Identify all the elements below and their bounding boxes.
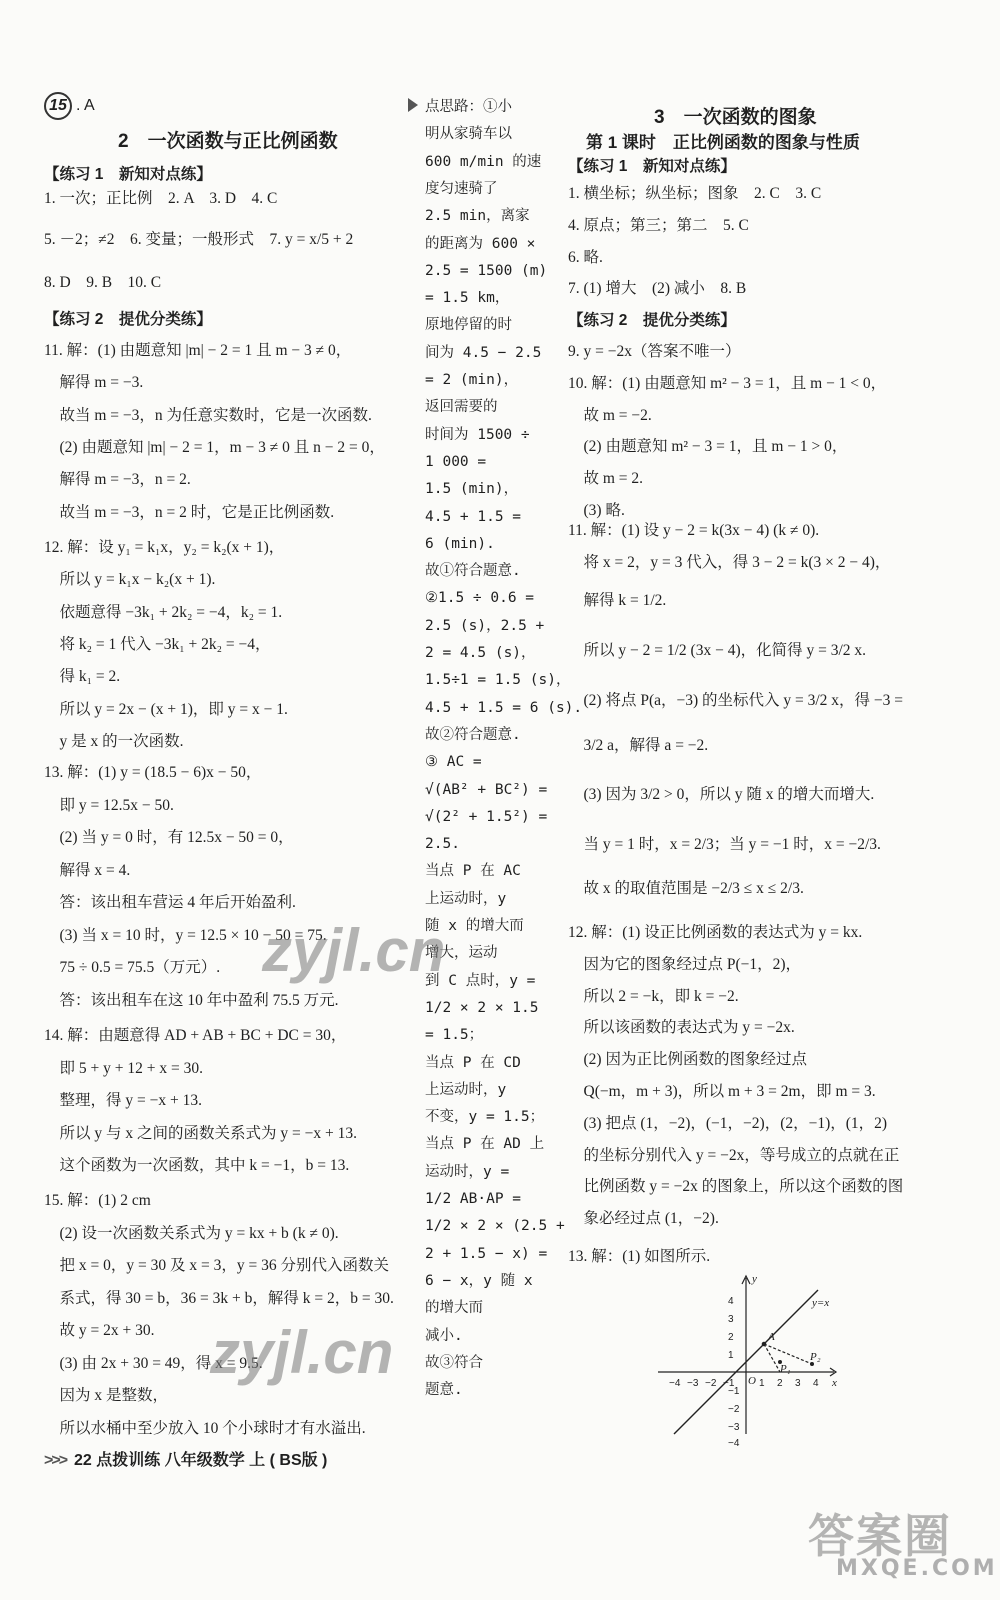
origin-label: O <box>748 1375 756 1387</box>
text-line: (3) 因为 3/2 > 0，所以 y 随 x 的增大而增大. <box>568 786 875 803</box>
text-line: Q(−m，m + 3)，所以 m + 3 = 2m，即 m = 3. <box>568 1083 876 1100</box>
dashed-segment <box>764 1344 812 1364</box>
text-line: 6 (min). <box>425 535 495 552</box>
text-line: 不变，y = 1.5； <box>425 1109 545 1126</box>
text-line: 4. 原点；第三；第二 5. C <box>568 217 749 234</box>
text-line: √(AB² + BC²) = <box>425 781 548 798</box>
text-line: 度匀速骑了 <box>425 180 498 197</box>
x-tick-label: 4 <box>813 1378 819 1389</box>
text-line: 1.5 (min)， <box>425 481 519 498</box>
text-line: 依题意得 −3k₁ + 2k₂ = −4，k₂ = 1. <box>44 603 283 621</box>
text-line: (2) 由题意知 m² − 3 = 1，且 m − 1 > 0， <box>568 438 848 456</box>
section-title: 2 一次函数与正比例函数 <box>118 131 338 152</box>
text-line: 4.5 + 1.5 = 6 (s). <box>425 699 583 716</box>
text-line: 将 x = 2，y = 3 代入，得 3 − 2 = k(3 × 2 − 4)， <box>568 554 891 571</box>
practice-heading-2: 【练习 2 提优分类练】 <box>568 312 736 329</box>
text-line: 2 = 4.5 (s)， <box>425 645 536 661</box>
y-tick-label: −1 <box>728 1386 740 1397</box>
text-line: 1. 一次；正比例 2. A 3. D 4. C <box>44 190 278 207</box>
text-line: 15. 解：(1) 2 cm <box>44 1192 151 1209</box>
text-line: 系式，得 30 = b，36 = 3k + b，解得 k = 2，b = 30. <box>44 1289 394 1307</box>
logo-text: 答案圈 <box>808 1509 952 1563</box>
y-axis-label: y <box>752 1273 757 1285</box>
text-line: 解得 k = 1/2. <box>568 592 667 609</box>
dashed-segment <box>764 1344 780 1372</box>
text-line: 的距离为 600 × <box>425 235 536 252</box>
text-line: 1. 横坐标；纵坐标；图象 2. C 3. C <box>568 185 822 202</box>
text-line: 11. 解：(1) 由题意知 |m| − 2 = 1 且 m − 3 ≠ 0， <box>44 342 352 359</box>
answer-text: . A <box>76 97 95 114</box>
text-line: 象必经过点 (1，−2). <box>568 1210 719 1228</box>
text-line: 到 C 点时，y = <box>425 972 536 989</box>
text-line: (3) 由 2x + 30 = 49，得 x = 9.5. <box>44 1354 263 1372</box>
text-line: 的坐标分别代入 y = −2x，等号成立的点就在正 <box>568 1146 900 1164</box>
text-line: 即 y = 12.5x − 50. <box>44 796 174 814</box>
text-line: (3) 把点 (1，−2)，(−1，−2)，(2，−1)，(1，2) <box>568 1114 888 1132</box>
text-line: 点思路：①小 <box>425 99 512 115</box>
text-line: 故 m = −2. <box>568 406 652 424</box>
y-tick-label: −2 <box>728 1404 740 1415</box>
text-line: 运动时，y = <box>425 1163 510 1180</box>
text-line: (2) 因为正比例函数的图象经过点 <box>568 1051 807 1069</box>
text-line: (2) 设一次函数关系式为 y = kx + b (k ≠ 0). <box>44 1224 339 1242</box>
text-line: 所以该函数的表达式为 y = −2x. <box>568 1019 795 1037</box>
text-line: 题意. <box>425 1382 463 1399</box>
chevron-icon: >>> <box>44 1452 67 1469</box>
text-line: 明从家骑车以 <box>425 126 512 143</box>
text-line: (3) 当 x = 10 时，y = 12.5 × 10 − 50 = 75. <box>44 926 327 944</box>
text-line: 7. (1) 增大 (2) 减小 8. B <box>568 280 747 297</box>
text-line: 得 k₁ = 2. <box>44 668 121 686</box>
x-tick-label: −3 <box>687 1378 699 1389</box>
site-logo <box>800 1500 998 1590</box>
text-line: 13. 解：(1) y = (18.5 − 6)x − 50， <box>44 764 262 781</box>
text-line: 所以 y − 2 = 1/2 (3x − 4)，化简得 y = 3/2 x. <box>568 642 867 659</box>
question-15-answer <box>44 92 95 120</box>
x-tick-label: −4 <box>669 1378 681 1389</box>
text-line: 1/2 AB·AP = <box>425 1191 522 1207</box>
text-line: 所以 y 与 x 之间的函数关系式为 y = −x + 13. <box>44 1124 357 1142</box>
text-line: 1/2 × 2 × 1.5 <box>425 999 539 1016</box>
text-line: 所以 2 = −k，即 k = −2. <box>568 987 739 1005</box>
text-line: 12. 解：(1) 设正比例函数的表达式为 y = kx. <box>568 924 863 941</box>
text-line: 故 x 的取值范围是 −2/3 ≤ x ≤ 2/3. <box>568 880 804 897</box>
text-line: 当 y = 1 时，x = 2/3；当 y = −1 时，x = −2/3. <box>568 836 881 853</box>
line-label: y=x <box>812 1297 830 1309</box>
text-line: 14. 解：由题意得 AD + AB + BC + DC = 30， <box>44 1027 347 1044</box>
text-line: 11. 解：(1) 设 y − 2 = k(3x − 4) (k ≠ 0). <box>568 522 820 539</box>
text-line: 解得 m = −3，n = 2. <box>44 471 191 489</box>
text-line: 把 x = 0，y = 30 及 x = 3，y = 36 分别代入函数关 <box>44 1257 389 1274</box>
text-line: 整理，得 y = −x + 13. <box>44 1092 202 1109</box>
text-line: 8. D 9. B 10. C <box>44 274 162 291</box>
text-line: 1.5÷1 = 1.5 (s)， <box>425 672 571 689</box>
text-line: 故②符合题意. <box>425 726 521 743</box>
question-number-circle: 15 <box>44 92 72 120</box>
text-line: 所以 y = 2x − (x + 1)，即 y = x − 1. <box>44 700 288 718</box>
text-line: 答：该出租车在这 10 年中盈利 75.5 万元. <box>44 991 339 1009</box>
practice-heading-1: 【练习 1 新知对点练】 <box>568 158 736 175</box>
text-line: 因为 x 是整数， <box>44 1387 169 1404</box>
text-line: 5. －2；≠2 6. 变量；一般形式 7. y = x/5 + 2 <box>44 231 354 248</box>
page-footer <box>44 1447 327 1470</box>
text-line: 当点 P 在 AD 上 <box>425 1136 545 1153</box>
text-line: √(2² + 1.5²) = <box>425 808 548 825</box>
practice-heading-1: 【练习 1 新知对点练】 <box>44 166 212 183</box>
text-line: 所以水桶中至少放入 10 个小球时才有水溢出. <box>44 1419 366 1437</box>
text-line: 故③符合 <box>425 1354 483 1371</box>
arrow-icon <box>408 98 418 112</box>
point-p2-label: P₂ <box>810 1351 821 1363</box>
text-line: 故当 m = −3，n = 2 时，它是正比例函数. <box>44 503 335 521</box>
y-tick-label: 3 <box>728 1314 734 1325</box>
text-line: 返回需要的 <box>425 399 498 416</box>
text-line: 增大，运动 <box>425 945 498 962</box>
y-tick-label: 2 <box>728 1332 734 1343</box>
text-line: 故当 m = −3，n 为任意实数时，它是一次函数. <box>44 406 372 424</box>
watermark: zyjl.cn <box>262 917 446 984</box>
text-line: 上运动时，y <box>425 890 507 907</box>
text-line: 因为它的图象经过点 P(−1，2)， <box>568 955 802 973</box>
text-line: 所以 y = k₁x − k₂(x + 1). <box>44 571 216 589</box>
y-tick-label: −4 <box>728 1438 740 1449</box>
logo-url: MXQE.COM <box>836 1556 998 1581</box>
text-line: 即 5 + y + 12 + x = 30. <box>44 1059 203 1077</box>
text-line: 1 000 = <box>425 453 487 470</box>
text-line: 将 k₂ = 1 代入 −3k₁ + 2k₂ = −4， <box>44 635 271 653</box>
coordinate-graph <box>648 1272 848 1449</box>
text-line: 的增大而 <box>425 1300 483 1317</box>
text-line: (2) 由题意知 |m| − 2 = 1，m − 3 ≠ 0 且 n − 2 = 0， <box>44 438 385 456</box>
point-a-label: A <box>768 1331 775 1343</box>
text-line: ②1.5 ÷ 0.6 = <box>425 590 535 607</box>
text-line: = 1.5； <box>425 1027 484 1044</box>
text-line: 上运动时，y <box>425 1081 507 1098</box>
text-line: 随 x 的增大而 <box>425 918 524 934</box>
text-line: = 2 (min)， <box>425 372 519 388</box>
text-line: 这个函数为一次函数，其中 k = −1，b = 13. <box>44 1157 350 1174</box>
x-tick-label: 2 <box>777 1378 783 1389</box>
text-line: 2.5 (s)，2.5 + <box>425 617 545 634</box>
watermark: zyjl.cn <box>210 1319 394 1386</box>
x-tick-label: −1 <box>723 1378 735 1389</box>
text-line: 2.5 = 1500 (m) <box>425 262 548 279</box>
text-line: 2.5 min，离家 <box>425 208 530 225</box>
text-line: 13. 解：(1) 如图所示. <box>568 1248 711 1265</box>
section-title: 3 一次函数的图象 <box>654 107 817 128</box>
footer-text: 22 点拨训练 八年级数学 上 ( BS版 ) <box>74 1452 328 1469</box>
text-line: 2 + 1.5 − x) = <box>425 1245 548 1262</box>
text-line: 间为 4.5 − 2.5 <box>425 344 542 361</box>
text-line: 6. 略. <box>568 249 603 266</box>
y-tick-label: 4 <box>728 1296 734 1307</box>
text-line: 6 − x，y 随 x <box>425 1272 533 1289</box>
text-line: 解得 m = −3. <box>44 374 144 392</box>
text-line: 原地停留的时 <box>425 317 512 334</box>
text-line: ③ AC = <box>425 754 482 771</box>
text-line: 时间为 1500 ÷ <box>425 426 530 443</box>
text-line: 75 ÷ 0.5 = 75.5（万元）. <box>44 959 221 976</box>
text-line: 解得 x = 4. <box>44 861 131 879</box>
lesson-subtitle: 第 1 课时 正比例函数的图象与性质 <box>586 133 860 152</box>
text-line: 600 m/min 的速 <box>425 153 542 170</box>
text-line: 10. 解：(1) 由题意知 m² − 3 = 1，且 m − 1 < 0， <box>568 374 887 392</box>
y-tick-label: 1 <box>728 1350 734 1361</box>
x-tick-label: 1 <box>759 1378 765 1389</box>
text-line: 3/2 a，解得 a = −2. <box>568 737 709 754</box>
text-line: 故 y = 2x + 30. <box>44 1322 155 1339</box>
text-line: 4.5 + 1.5 = <box>425 508 522 525</box>
text-line: 比例函数 y = −2x 的图象上，所以这个函数的图 <box>568 1178 904 1196</box>
text-line: 减小. <box>425 1327 463 1344</box>
text-line: (2) 将点 P(a，−3) 的坐标代入 y = 3/2 x，得 −3 = <box>568 692 904 709</box>
text-line: 当点 P 在 AC <box>425 863 521 880</box>
text-line: (3) 略. <box>568 502 625 519</box>
x-tick-label: −2 <box>705 1378 717 1389</box>
text-line: 9. y = −2x（答案不唯一） <box>568 343 741 360</box>
text-line: 故 m = 2. <box>568 470 644 488</box>
text-line: 12. 解：设 y₁ = k₁x，y₂ = k₂(x + 1)， <box>44 539 285 556</box>
text-line: 2.5. <box>425 836 460 853</box>
text-line: y 是 x 的一次函数. <box>44 732 184 750</box>
x-tick-label: 3 <box>795 1378 801 1389</box>
y-tick-label: −3 <box>728 1422 740 1433</box>
text-line: 故①符合题意. <box>425 563 521 580</box>
text-line: 当点 P 在 CD <box>425 1054 521 1071</box>
practice-heading-2: 【练习 2 提优分类练】 <box>44 311 212 328</box>
point-p1-label: P₁ <box>780 1363 791 1375</box>
point-a-mark <box>762 1342 767 1347</box>
text-line: 1/2 × 2 × (2.5 + <box>425 1218 565 1235</box>
text-line: (2) 当 y = 0 时，有 12.5x − 50 = 0， <box>44 829 294 846</box>
text-line: 答：该出租车营运 4 年后开始盈利. <box>44 894 296 911</box>
text-line: = 1.5 km， <box>425 290 510 307</box>
x-axis-label: x <box>832 1377 837 1389</box>
